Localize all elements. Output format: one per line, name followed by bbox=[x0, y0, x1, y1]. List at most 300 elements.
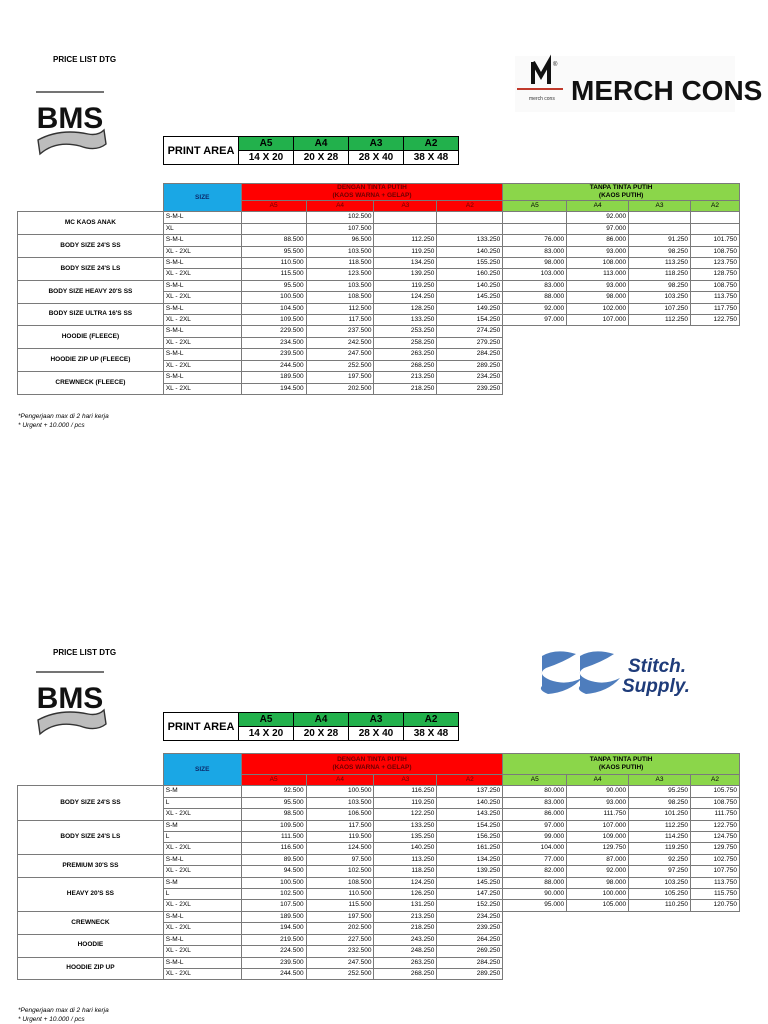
price-with-ink-cell: 131.250 bbox=[374, 900, 437, 911]
print-area-dim-a2: 38 X 48 bbox=[404, 727, 459, 741]
with-white-ink-header: DENGAN TINTA PUTIH (KAOS WARNA + GELAP) bbox=[241, 754, 503, 775]
price-with-ink-cell: 110.500 bbox=[306, 889, 374, 900]
table-row bbox=[18, 934, 740, 945]
empty-cell bbox=[567, 372, 629, 383]
col-a3: A3 bbox=[629, 775, 691, 786]
price-no-ink-cell: 88.000 bbox=[503, 292, 567, 303]
table-row bbox=[18, 820, 740, 831]
empty-cell bbox=[503, 911, 567, 922]
price-with-ink-cell bbox=[374, 212, 437, 223]
empty-cell bbox=[629, 360, 691, 371]
price-no-ink-cell: 83.000 bbox=[503, 797, 567, 808]
price-with-ink-cell: 274.250 bbox=[437, 326, 503, 337]
col-a5: A5 bbox=[503, 201, 567, 212]
price-no-ink-cell: 101.250 bbox=[629, 809, 691, 820]
product-name: CREWNECK bbox=[18, 911, 164, 934]
price-with-ink-cell: 98.500 bbox=[241, 809, 306, 820]
product-name: HOODIE bbox=[18, 934, 164, 957]
size-cell: S-M-L bbox=[163, 372, 241, 383]
price-no-ink-cell: 92.000 bbox=[567, 866, 629, 877]
empty-cell bbox=[567, 923, 629, 934]
price-with-ink-cell: 140.250 bbox=[437, 246, 503, 257]
product-name: HEAVY 20'S SS bbox=[18, 877, 164, 911]
price-with-ink-cell: 135.250 bbox=[374, 832, 437, 843]
col-a2: A2 bbox=[690, 201, 739, 212]
price-with-ink-cell bbox=[241, 212, 306, 223]
price-with-ink-cell: 104.500 bbox=[241, 303, 306, 314]
price-with-ink-cell: 95.500 bbox=[241, 280, 306, 291]
price-with-ink-cell: 106.500 bbox=[306, 809, 374, 820]
empty-cell bbox=[629, 337, 691, 348]
product-name: HOODIE ZIP UP (FLEECE) bbox=[18, 349, 164, 372]
table-row bbox=[18, 877, 740, 888]
price-with-ink-cell: 126.250 bbox=[374, 889, 437, 900]
price-no-ink-cell: 90.000 bbox=[567, 786, 629, 797]
print-area-a3: A3 bbox=[349, 137, 404, 151]
price-with-ink-cell: 145.250 bbox=[437, 292, 503, 303]
price-no-ink-cell: 102.750 bbox=[690, 854, 739, 865]
price-with-ink-cell: 102.500 bbox=[306, 212, 374, 223]
empty-cell bbox=[629, 326, 691, 337]
note-urgent: * Urgent + 10.000 / pcs bbox=[18, 1016, 85, 1023]
col-a4: A4 bbox=[567, 775, 629, 786]
price-with-ink-cell: 102.500 bbox=[306, 866, 374, 877]
price-with-ink-cell: 95.500 bbox=[241, 246, 306, 257]
empty-cell bbox=[690, 349, 739, 360]
empty-cell bbox=[629, 383, 691, 394]
empty-cell bbox=[567, 383, 629, 394]
price-no-ink-cell: 112.250 bbox=[629, 315, 691, 326]
col-a3: A3 bbox=[629, 201, 691, 212]
svg-text:BMS: BMS bbox=[36, 102, 104, 135]
price-no-ink-cell: 97.000 bbox=[503, 820, 567, 831]
price-with-ink-cell: 189.500 bbox=[241, 911, 306, 922]
note-urgent: * Urgent + 10.000 / pcs bbox=[18, 422, 85, 429]
price-no-ink-cell: 114.250 bbox=[629, 832, 691, 843]
without-white-ink-header: TANPA TINTA PUTIH (KAOS PUTIH) bbox=[503, 184, 740, 201]
price-with-ink-cell: 234.500 bbox=[241, 337, 306, 348]
price-with-ink-cell: 155.250 bbox=[437, 258, 503, 269]
price-with-ink-cell: 197.500 bbox=[306, 372, 374, 383]
price-with-ink-cell: 239.250 bbox=[437, 923, 503, 934]
price-with-ink-cell: 119.500 bbox=[306, 832, 374, 843]
bms-logo bbox=[30, 664, 110, 745]
price-no-ink-cell: 103.000 bbox=[503, 269, 567, 280]
price-with-ink-cell: 89.500 bbox=[241, 854, 306, 865]
empty-cell bbox=[503, 923, 567, 934]
empty-cell bbox=[690, 968, 739, 979]
price-with-ink-cell: 234.250 bbox=[437, 372, 503, 383]
size-cell: S-M-L bbox=[163, 280, 241, 291]
price-no-ink-cell: 101.750 bbox=[690, 235, 739, 246]
price-no-ink-cell: 98.250 bbox=[629, 797, 691, 808]
price-with-ink-cell: 122.250 bbox=[374, 809, 437, 820]
empty-cell bbox=[629, 957, 691, 968]
empty-cell bbox=[629, 946, 691, 957]
price-no-ink-cell: 97.000 bbox=[567, 223, 629, 234]
print-area-a5: A5 bbox=[239, 137, 294, 151]
note-workdays: *Pengerjaan max di 2 hari kerja bbox=[18, 1007, 109, 1014]
empty-cell bbox=[567, 957, 629, 968]
table-row bbox=[18, 212, 740, 223]
price-with-ink-cell: 107.500 bbox=[241, 900, 306, 911]
price-no-ink-cell: 113.750 bbox=[690, 877, 739, 888]
price-no-ink-cell: 87.000 bbox=[567, 854, 629, 865]
merch-cons-logo bbox=[515, 56, 763, 112]
price-no-ink-cell: 99.000 bbox=[503, 832, 567, 843]
price-with-ink-cell: 108.500 bbox=[306, 292, 374, 303]
empty-cell bbox=[567, 337, 629, 348]
price-no-ink-cell: 120.750 bbox=[690, 900, 739, 911]
print-area-dim-a5: 14 X 20 bbox=[239, 727, 294, 741]
price-with-ink-cell: 161.250 bbox=[437, 843, 503, 854]
price-with-ink-cell: 119.250 bbox=[374, 280, 437, 291]
price-with-ink-cell: 124.250 bbox=[374, 877, 437, 888]
price-with-ink-cell: 113.250 bbox=[374, 854, 437, 865]
price-with-ink-cell: 118.250 bbox=[374, 866, 437, 877]
size-cell: L bbox=[163, 889, 241, 900]
empty-cell bbox=[503, 326, 567, 337]
print-area-dim-a3: 28 X 40 bbox=[349, 151, 404, 165]
price-with-ink-cell: 143.250 bbox=[437, 809, 503, 820]
price-with-ink-cell: 232.500 bbox=[306, 946, 374, 957]
price-no-ink-cell: 95.250 bbox=[629, 786, 691, 797]
table-row bbox=[18, 303, 740, 314]
print-area-dim-a5: 14 X 20 bbox=[239, 151, 294, 165]
print-area-a4: A4 bbox=[294, 137, 349, 151]
print-area-label: PRINT AREA bbox=[164, 137, 239, 165]
product-name: CREWNECK (FLEECE) bbox=[18, 372, 164, 395]
price-with-ink-cell: 258.250 bbox=[374, 337, 437, 348]
price-no-ink-cell: 105.000 bbox=[567, 900, 629, 911]
price-no-ink-cell bbox=[629, 212, 691, 223]
price-with-ink-cell: 145.250 bbox=[437, 877, 503, 888]
col-a4: A4 bbox=[306, 775, 374, 786]
price-with-ink-cell: 218.250 bbox=[374, 923, 437, 934]
price-no-ink-cell: 108.000 bbox=[567, 258, 629, 269]
price-with-ink-cell: 97.500 bbox=[306, 854, 374, 865]
size-cell: XL - 2XL bbox=[163, 292, 241, 303]
price-no-ink-cell: 103.250 bbox=[629, 292, 691, 303]
size-cell: XL bbox=[163, 223, 241, 234]
empty-cell bbox=[629, 923, 691, 934]
price-no-ink-cell bbox=[503, 212, 567, 223]
price-no-ink-cell: 92.000 bbox=[567, 212, 629, 223]
price-with-ink-cell: 149.250 bbox=[437, 303, 503, 314]
size-cell: XL - 2XL bbox=[163, 968, 241, 979]
size-cell: XL - 2XL bbox=[163, 360, 241, 371]
col-a4: A4 bbox=[567, 201, 629, 212]
print-area-dim-a4: 20 X 28 bbox=[294, 151, 349, 165]
price-no-ink-cell: 88.000 bbox=[503, 877, 567, 888]
price-no-ink-cell: 100.000 bbox=[567, 889, 629, 900]
price-no-ink-cell: 109.000 bbox=[567, 832, 629, 843]
price-no-ink-cell: 80.000 bbox=[503, 786, 567, 797]
price-with-ink-cell: 213.250 bbox=[374, 372, 437, 383]
price-no-ink-cell: 128.750 bbox=[690, 269, 739, 280]
price-with-ink-cell: 103.500 bbox=[306, 797, 374, 808]
price-no-ink-cell: 83.000 bbox=[503, 280, 567, 291]
price-with-ink-cell: 133.250 bbox=[374, 315, 437, 326]
price-with-ink-cell: 117.500 bbox=[306, 820, 374, 831]
price-with-ink-cell bbox=[437, 223, 503, 234]
with-white-ink-header: DENGAN TINTA PUTIH (KAOS WARNA + GELAP) bbox=[241, 184, 503, 201]
print-area-a2: A2 bbox=[404, 137, 459, 151]
price-no-ink-cell: 122.750 bbox=[690, 315, 739, 326]
price-with-ink-cell: 96.500 bbox=[306, 235, 374, 246]
empty-cell bbox=[503, 360, 567, 371]
price-no-ink-cell bbox=[690, 223, 739, 234]
price-with-ink-cell: 284.250 bbox=[437, 349, 503, 360]
price-with-ink-cell: 118.500 bbox=[306, 258, 374, 269]
price-no-ink-cell: 83.000 bbox=[503, 246, 567, 257]
price-no-ink-cell: 129.750 bbox=[567, 843, 629, 854]
price-with-ink-cell: 139.250 bbox=[437, 866, 503, 877]
print-area-table bbox=[163, 136, 459, 165]
price-with-ink-cell: 110.500 bbox=[241, 258, 306, 269]
price-with-ink-cell bbox=[374, 223, 437, 234]
price-no-ink-cell: 93.000 bbox=[567, 797, 629, 808]
size-cell: S-M-L bbox=[163, 854, 241, 865]
price-no-ink-cell: 98.250 bbox=[629, 280, 691, 291]
size-cell: XL - 2XL bbox=[163, 923, 241, 934]
product-name: BODY SIZE 24'S SS bbox=[18, 235, 164, 258]
empty-cell bbox=[690, 957, 739, 968]
price-with-ink-cell: 137.250 bbox=[437, 786, 503, 797]
table-row bbox=[18, 280, 740, 291]
price-no-ink-cell: 98.000 bbox=[567, 877, 629, 888]
price-no-ink-cell: 113.000 bbox=[567, 269, 629, 280]
price-with-ink-cell: 123.500 bbox=[306, 269, 374, 280]
empty-cell bbox=[690, 372, 739, 383]
price-no-ink-cell: 122.750 bbox=[690, 820, 739, 831]
price-with-ink-cell: 103.500 bbox=[306, 246, 374, 257]
price-with-ink-cell: 213.250 bbox=[374, 911, 437, 922]
price-with-ink-cell: 152.250 bbox=[437, 900, 503, 911]
col-a5: A5 bbox=[241, 201, 306, 212]
without-white-ink-header: TANPA TINTA PUTIH (KAOS PUTIH) bbox=[503, 754, 740, 775]
table-row bbox=[18, 326, 740, 337]
price-no-ink-cell: 115.750 bbox=[690, 889, 739, 900]
size-cell: S-M bbox=[163, 820, 241, 831]
product-name: BODY SIZE HEAVY 20'S SS bbox=[18, 280, 164, 303]
price-with-ink-cell: 115.500 bbox=[306, 900, 374, 911]
price-with-ink-cell: 116.250 bbox=[374, 786, 437, 797]
price-with-ink-cell: 279.250 bbox=[437, 337, 503, 348]
size-cell: S-M-L bbox=[163, 911, 241, 922]
price-with-ink-cell: 219.500 bbox=[241, 934, 306, 945]
price-with-ink-cell: 242.500 bbox=[306, 337, 374, 348]
price-no-ink-cell bbox=[690, 212, 739, 223]
price-with-ink-cell: 253.250 bbox=[374, 326, 437, 337]
price-with-ink-cell: 156.250 bbox=[437, 832, 503, 843]
price-no-ink-cell: 124.750 bbox=[690, 832, 739, 843]
price-with-ink-cell: 248.250 bbox=[374, 946, 437, 957]
price-with-ink-cell: 154.250 bbox=[437, 820, 503, 831]
price-with-ink-cell: 234.250 bbox=[437, 911, 503, 922]
price-with-ink-cell: 94.500 bbox=[241, 866, 306, 877]
price-no-ink-cell: 90.000 bbox=[503, 889, 567, 900]
price-no-ink-cell bbox=[629, 223, 691, 234]
price-with-ink-cell: 244.500 bbox=[241, 360, 306, 371]
size-cell: S-M-L bbox=[163, 235, 241, 246]
product-name: MC KAOS ANAK bbox=[18, 212, 164, 235]
col-a2: A2 bbox=[437, 201, 503, 212]
price-no-ink-cell: 93.000 bbox=[567, 280, 629, 291]
price-with-ink-cell: 100.500 bbox=[241, 292, 306, 303]
product-name: BODY SIZE 24'S SS bbox=[18, 786, 164, 820]
price-with-ink-cell: 100.500 bbox=[306, 786, 374, 797]
size-cell: XL - 2XL bbox=[163, 383, 241, 394]
price-with-ink-cell: 115.500 bbox=[241, 269, 306, 280]
price-no-ink-cell: 107.000 bbox=[567, 820, 629, 831]
col-a2: A2 bbox=[437, 775, 503, 786]
empty-cell bbox=[567, 968, 629, 979]
size-cell: XL - 2XL bbox=[163, 337, 241, 348]
svg-text:merch cons: merch cons bbox=[529, 96, 555, 102]
price-no-ink-cell: 77.000 bbox=[503, 854, 567, 865]
price-list-title: PRICE LIST DTG bbox=[53, 648, 117, 657]
price-with-ink-cell: 289.250 bbox=[437, 360, 503, 371]
price-with-ink-cell: 140.250 bbox=[374, 843, 437, 854]
price-no-ink-cell: 104.000 bbox=[503, 843, 567, 854]
size-cell: S-M-L bbox=[163, 212, 241, 223]
empty-cell bbox=[567, 911, 629, 922]
price-with-ink-cell: 88.500 bbox=[241, 235, 306, 246]
svg-text:Supply.: Supply. bbox=[622, 676, 690, 697]
empty-cell bbox=[629, 968, 691, 979]
svg-text:BMS: BMS bbox=[36, 682, 104, 715]
print-area-a3: A3 bbox=[349, 713, 404, 727]
price-with-ink-cell: 102.500 bbox=[241, 889, 306, 900]
empty-cell bbox=[690, 360, 739, 371]
price-with-ink-cell: 252.500 bbox=[306, 968, 374, 979]
table-row bbox=[18, 957, 740, 968]
price-no-ink-cell: 107.250 bbox=[629, 303, 691, 314]
price-with-ink-cell: 247.500 bbox=[306, 349, 374, 360]
empty-cell bbox=[629, 349, 691, 360]
price-with-ink-cell: 140.250 bbox=[437, 280, 503, 291]
empty-cell bbox=[503, 968, 567, 979]
price-with-ink-cell: 264.250 bbox=[437, 934, 503, 945]
empty-cell bbox=[503, 946, 567, 957]
svg-text:MERCH CONS: MERCH CONS bbox=[571, 75, 763, 106]
price-no-ink-cell: 97.000 bbox=[503, 315, 567, 326]
price-with-ink-cell: 103.500 bbox=[306, 280, 374, 291]
price-with-ink-cell: 243.250 bbox=[374, 934, 437, 945]
price-with-ink-cell: 202.500 bbox=[306, 923, 374, 934]
price-no-ink-cell: 76.000 bbox=[503, 235, 567, 246]
empty-cell bbox=[503, 372, 567, 383]
empty-cell bbox=[503, 337, 567, 348]
price-table bbox=[17, 183, 740, 395]
empty-cell bbox=[629, 372, 691, 383]
price-with-ink-cell: 237.500 bbox=[306, 326, 374, 337]
price-with-ink-cell: 109.500 bbox=[241, 315, 306, 326]
price-with-ink-cell: 107.500 bbox=[306, 223, 374, 234]
price-with-ink-cell: 239.250 bbox=[437, 383, 503, 394]
price-with-ink-cell: 134.250 bbox=[374, 258, 437, 269]
price-with-ink-cell: 227.500 bbox=[306, 934, 374, 945]
size-cell: XL - 2XL bbox=[163, 900, 241, 911]
price-with-ink-cell: 268.250 bbox=[374, 968, 437, 979]
product-name: BODY SIZE ULTRA 16'S SS bbox=[18, 303, 164, 326]
price-no-ink-cell: 93.000 bbox=[567, 246, 629, 257]
price-with-ink-cell: 218.250 bbox=[374, 383, 437, 394]
price-no-ink-cell: 86.000 bbox=[503, 809, 567, 820]
price-with-ink-cell: 140.250 bbox=[437, 797, 503, 808]
price-with-ink-cell: 263.250 bbox=[374, 957, 437, 968]
size-cell: S-M bbox=[163, 786, 241, 797]
price-no-ink-cell: 108.750 bbox=[690, 797, 739, 808]
price-no-ink-cell: 107.750 bbox=[690, 866, 739, 877]
price-no-ink-cell: 111.750 bbox=[567, 809, 629, 820]
empty-cell bbox=[567, 326, 629, 337]
price-no-ink-cell: 113.250 bbox=[629, 258, 691, 269]
print-area-dim-a4: 20 X 28 bbox=[294, 727, 349, 741]
svg-text:Stitch.: Stitch. bbox=[628, 656, 687, 677]
price-with-ink-cell: 244.500 bbox=[241, 968, 306, 979]
price-no-ink-cell: 92.250 bbox=[629, 854, 691, 865]
empty-cell bbox=[629, 911, 691, 922]
bms-logo bbox=[30, 84, 110, 165]
price-no-ink-cell: 98.000 bbox=[567, 292, 629, 303]
price-no-ink-cell: 105.750 bbox=[690, 786, 739, 797]
price-with-ink-cell: 284.250 bbox=[437, 957, 503, 968]
empty-cell bbox=[503, 934, 567, 945]
price-with-ink-cell: 112.500 bbox=[306, 303, 374, 314]
price-with-ink-cell: 239.500 bbox=[241, 957, 306, 968]
col-a5: A5 bbox=[503, 775, 567, 786]
price-no-ink-cell: 97.250 bbox=[629, 866, 691, 877]
product-name: BODY SIZE 24'S LS bbox=[18, 258, 164, 281]
empty-cell bbox=[690, 911, 739, 922]
price-with-ink-cell: 124.500 bbox=[306, 843, 374, 854]
price-no-ink-cell: 103.250 bbox=[629, 877, 691, 888]
size-header: SIZE bbox=[163, 754, 241, 786]
size-cell: XL - 2XL bbox=[163, 946, 241, 957]
price-no-ink-cell: 108.750 bbox=[690, 280, 739, 291]
product-name: PREMIUM 30'S SS bbox=[18, 854, 164, 877]
size-cell: S-M-L bbox=[163, 258, 241, 269]
table-row bbox=[18, 235, 740, 246]
empty-cell bbox=[503, 349, 567, 360]
price-with-ink-cell: 133.250 bbox=[437, 235, 503, 246]
stitch-supply-logo bbox=[536, 646, 726, 702]
price-with-ink-cell: 133.250 bbox=[374, 820, 437, 831]
notes bbox=[18, 412, 109, 430]
price-no-ink-cell: 107.000 bbox=[567, 315, 629, 326]
price-with-ink-cell: 147.250 bbox=[437, 889, 503, 900]
empty-cell bbox=[567, 360, 629, 371]
price-with-ink-cell bbox=[241, 223, 306, 234]
print-area-a2: A2 bbox=[404, 713, 459, 727]
empty-cell bbox=[567, 934, 629, 945]
size-cell: S-M-L bbox=[163, 349, 241, 360]
size-cell: S-M-L bbox=[163, 957, 241, 968]
empty-cell bbox=[503, 383, 567, 394]
print-area-dim-a3: 28 X 40 bbox=[349, 727, 404, 741]
price-no-ink-cell: 108.750 bbox=[690, 246, 739, 257]
empty-cell bbox=[629, 934, 691, 945]
price-with-ink-cell bbox=[437, 212, 503, 223]
price-with-ink-cell: 100.500 bbox=[241, 877, 306, 888]
price-with-ink-cell: 269.250 bbox=[437, 946, 503, 957]
price-with-ink-cell: 128.250 bbox=[374, 303, 437, 314]
empty-cell bbox=[690, 383, 739, 394]
price-with-ink-cell: 119.250 bbox=[374, 797, 437, 808]
size-cell: S-M-L bbox=[163, 934, 241, 945]
